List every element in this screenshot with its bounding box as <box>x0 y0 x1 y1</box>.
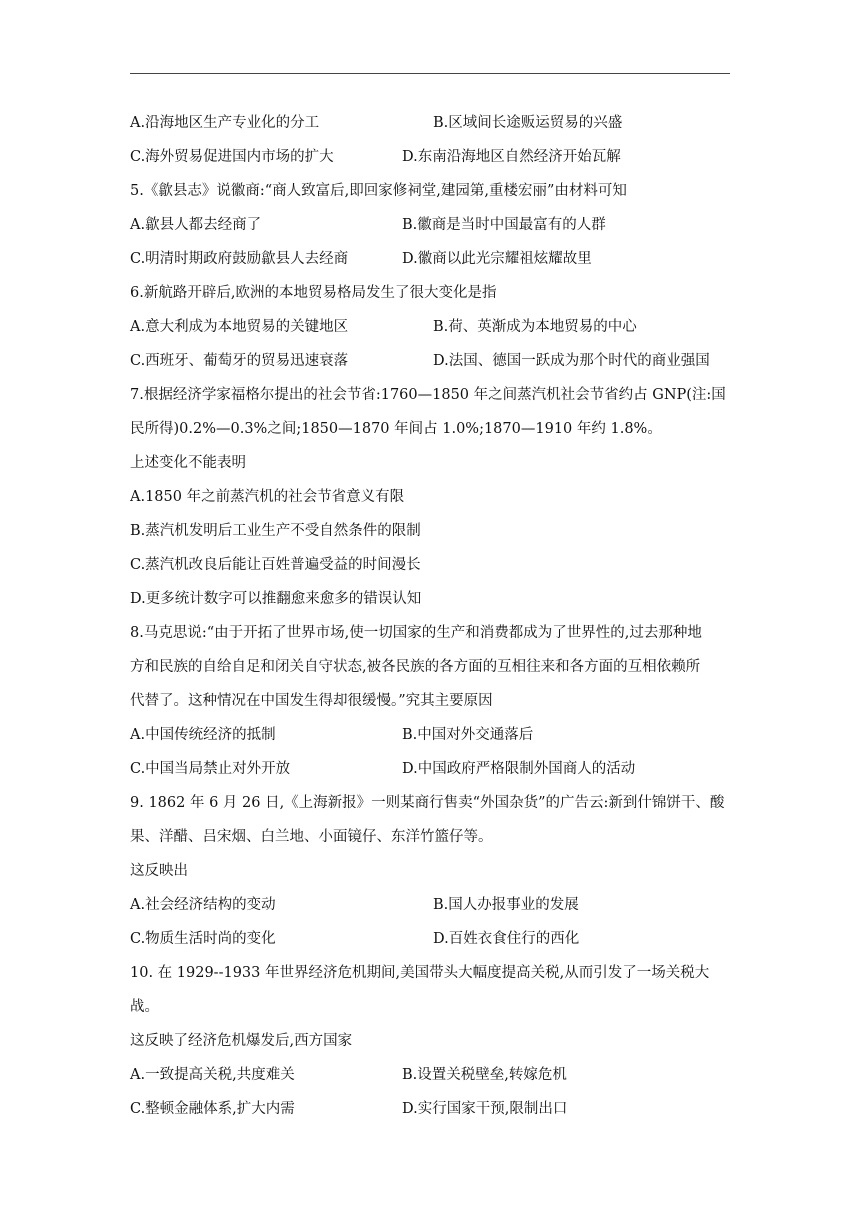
q9-option-b: B.国人办报事业的发展 <box>433 897 579 913</box>
q9-option-c: C.物质生活时尚的变化 <box>130 931 276 947</box>
q6-option-a: A.意大利成为本地贸易的关键地区 <box>130 319 349 335</box>
q7-option-a: A.1850 年之前蒸汽机的社会节省意义有限 <box>130 489 405 505</box>
q6-stem: 6.新航路开辟后,欧洲的本地贸易格局发生了很大变化是指 <box>130 285 497 301</box>
q9-option-a: A.社会经济结构的变动 <box>130 897 276 913</box>
q8-option-a: A.中国传统经济的抵制 <box>130 727 276 743</box>
q6-options-row-2 <box>130 344 736 378</box>
q9-stem-line-2: 果、洋醋、吕宋烟、白兰地、小面镜仔、东洋竹篮仔等。 <box>130 829 493 845</box>
q5-options-row-1 <box>130 208 736 242</box>
q7-option-d: D.更多统计数字可以推翻愈来愈多的错误认知 <box>130 591 422 607</box>
q10-option-d: D.实行国家干预,限制出口 <box>402 1101 568 1117</box>
q10-option-a: A.一致提高关税,共度难关 <box>130 1067 295 1083</box>
q8-options-row-2 <box>130 752 736 786</box>
q4-option-c: C.海外贸易促进国内市场的扩大 <box>130 149 334 165</box>
q4-options-row-1 <box>130 106 736 140</box>
q8-options-row-1 <box>130 718 736 752</box>
q7-option-c: C.蒸汽机改良后能让百姓普遍受益的时间漫长 <box>130 557 421 573</box>
q7-stem-line-2: 民所得)0.2%—0.3%之间;1850—1870 年间占 1.0%;1870—1910 年约 1.8%。 <box>130 421 662 437</box>
header-rule <box>130 73 730 74</box>
q8-option-b: B.中国对外交通落后 <box>402 727 534 743</box>
q7-option-b: B.蒸汽机发明后工业生产不受自然条件的限制 <box>130 523 421 539</box>
q9-stem-line-1: 9. 1862 年 6 月 26 日,《上海新报》一则某商行售卖“外国杂货”的广告云:新到什锦饼干、酸 <box>130 795 725 811</box>
q5-option-d: D.徽商以此光宗耀祖炫耀故里 <box>402 251 592 267</box>
q7-stem-line-1: 7.根据经济学家福格尔提出的社会节省:1760—1850 年之间蒸汽机社会节省约占 GNP(注:国 <box>130 387 726 403</box>
q5-option-b: B.徽商是当时中国最富有的人群 <box>402 217 606 233</box>
q4-option-d: D.东南沿海地区自然经济开始瓦解 <box>402 149 621 165</box>
q5-stem: 5.《歙县志》说徽商:“商人致富后,即回家修祠堂,建园第,重楼宏丽”由材料可知 <box>130 183 627 199</box>
q5-option-a: A.歙县人都去经商了 <box>130 217 262 233</box>
q10-options-row-2 <box>130 1092 736 1126</box>
q8-option-d: D.中国政府严格限制外国商人的活动 <box>402 761 636 777</box>
q9-option-d: D.百姓衣食住行的西化 <box>433 931 580 947</box>
q9-prompt: 这反映出 <box>130 863 188 879</box>
q4-option-b: B.区域间长途贩运贸易的兴盛 <box>433 115 623 131</box>
q8-stem-line-3: 代替了。这种情况在中国发生得却很缓慢。”究其主要原因 <box>130 693 493 709</box>
q5-options-row-2 <box>130 242 736 276</box>
q10-option-c: C.整顿金融体系,扩大内需 <box>130 1101 295 1117</box>
exam-page-body <box>130 106 736 1126</box>
q10-stem-line-1: 10. 在 1929--1933 年世界经济危机期间,美国带头大幅度提高关税,从而引发了一场关税大 <box>130 965 710 981</box>
q9-options-row-2 <box>130 922 736 956</box>
q10-option-b: B.设置关税壁垒,转嫁危机 <box>402 1067 567 1083</box>
q4-option-a: A.沿海地区生产专业化的分工 <box>130 115 320 131</box>
q5-option-c: C.明清时期政府鼓励歙县人去经商 <box>130 251 349 267</box>
q8-stem-line-2: 方和民族的自给自足和闭关自守状态,被各民族的各方面的互相往来和各方面的互相依赖所 <box>130 659 701 675</box>
q6-option-d: D.法国、德国一跃成为那个时代的商业强国 <box>433 353 710 369</box>
q10-stem-line-2: 战。 <box>130 999 159 1015</box>
q7-prompt: 上述变化不能表明 <box>130 455 246 471</box>
q10-prompt: 这反映了经济危机爆发后,西方国家 <box>130 1033 353 1049</box>
q10-options-row-1 <box>130 1058 736 1092</box>
q6-options-row-1 <box>130 310 736 344</box>
q6-option-c: C.西班牙、葡萄牙的贸易迅速衰落 <box>130 353 349 369</box>
q8-option-c: C.中国当局禁止对外开放 <box>130 761 291 777</box>
q6-option-b: B.荷、英渐成为本地贸易的中心 <box>433 319 637 335</box>
q4-options-row-2 <box>130 140 736 174</box>
q9-options-row-1 <box>130 888 736 922</box>
q8-stem-line-1: 8.马克思说:“由于开拓了世界市场,使一切国家的生产和消费都成为了世界性的,过去那种地 <box>130 625 702 641</box>
